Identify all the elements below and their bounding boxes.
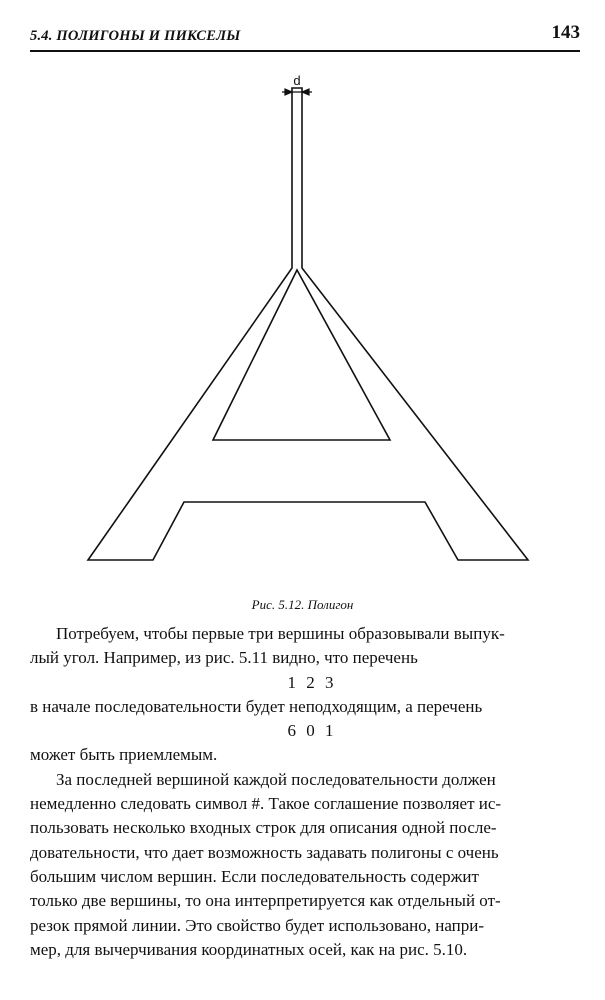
para2-line: резок прямой линии. Это свойство будет использовано, напри- bbox=[30, 915, 485, 935]
line-after-sequence-2: может быть приемлемым. bbox=[30, 745, 218, 765]
sequence-2: 6 0 1 bbox=[287, 721, 334, 741]
dimension-arrow-left bbox=[285, 89, 292, 95]
para2-line: довательности, что дает возможность задавать полигоны с очень bbox=[30, 842, 499, 862]
sequence-1: 1 2 3 bbox=[287, 672, 334, 692]
para2-line: За последней вершиной каждой последовательности должен bbox=[56, 769, 496, 789]
header-rule bbox=[30, 50, 580, 52]
page-number: 143 bbox=[551, 22, 580, 43]
para2-line: пользовать несколько входных строк для описания одной после- bbox=[30, 818, 497, 838]
line-after-sequence-1: в начале последовательности будет неподходящим, а перечень bbox=[30, 696, 483, 716]
running-title: 5.4. ПОЛИГОНЫ И ПИКСЕЛЫ bbox=[30, 28, 241, 44]
page-header bbox=[30, 22, 580, 50]
polygon-figure bbox=[0, 60, 605, 580]
figure-caption: Рис. 5.12. Полигон bbox=[251, 597, 354, 612]
para2-line: только две вершины, то она интерпретируется как отдельный от- bbox=[30, 891, 501, 911]
outer-polygon bbox=[88, 88, 528, 560]
para1-line2: лый угол. Например, из рис. 5.11 видно, что перечень bbox=[30, 648, 418, 668]
para2-line: большим числом вершин. Если последовательность содержит bbox=[30, 866, 479, 886]
dimension-label: d bbox=[293, 73, 301, 88]
inner-triangle bbox=[213, 270, 390, 440]
dimension-arrow-right bbox=[302, 89, 309, 95]
body-text bbox=[30, 622, 581, 962]
para1-line1: Потребуем, чтобы первые три вершины образовывали выпук- bbox=[56, 624, 505, 643]
para2-line: мер, для вычерчивания координатных осей, как на рис. 5.10. bbox=[30, 939, 468, 959]
para2-line: немедленно следовать символ #. Такое соглашение позволяет ис- bbox=[30, 794, 502, 814]
